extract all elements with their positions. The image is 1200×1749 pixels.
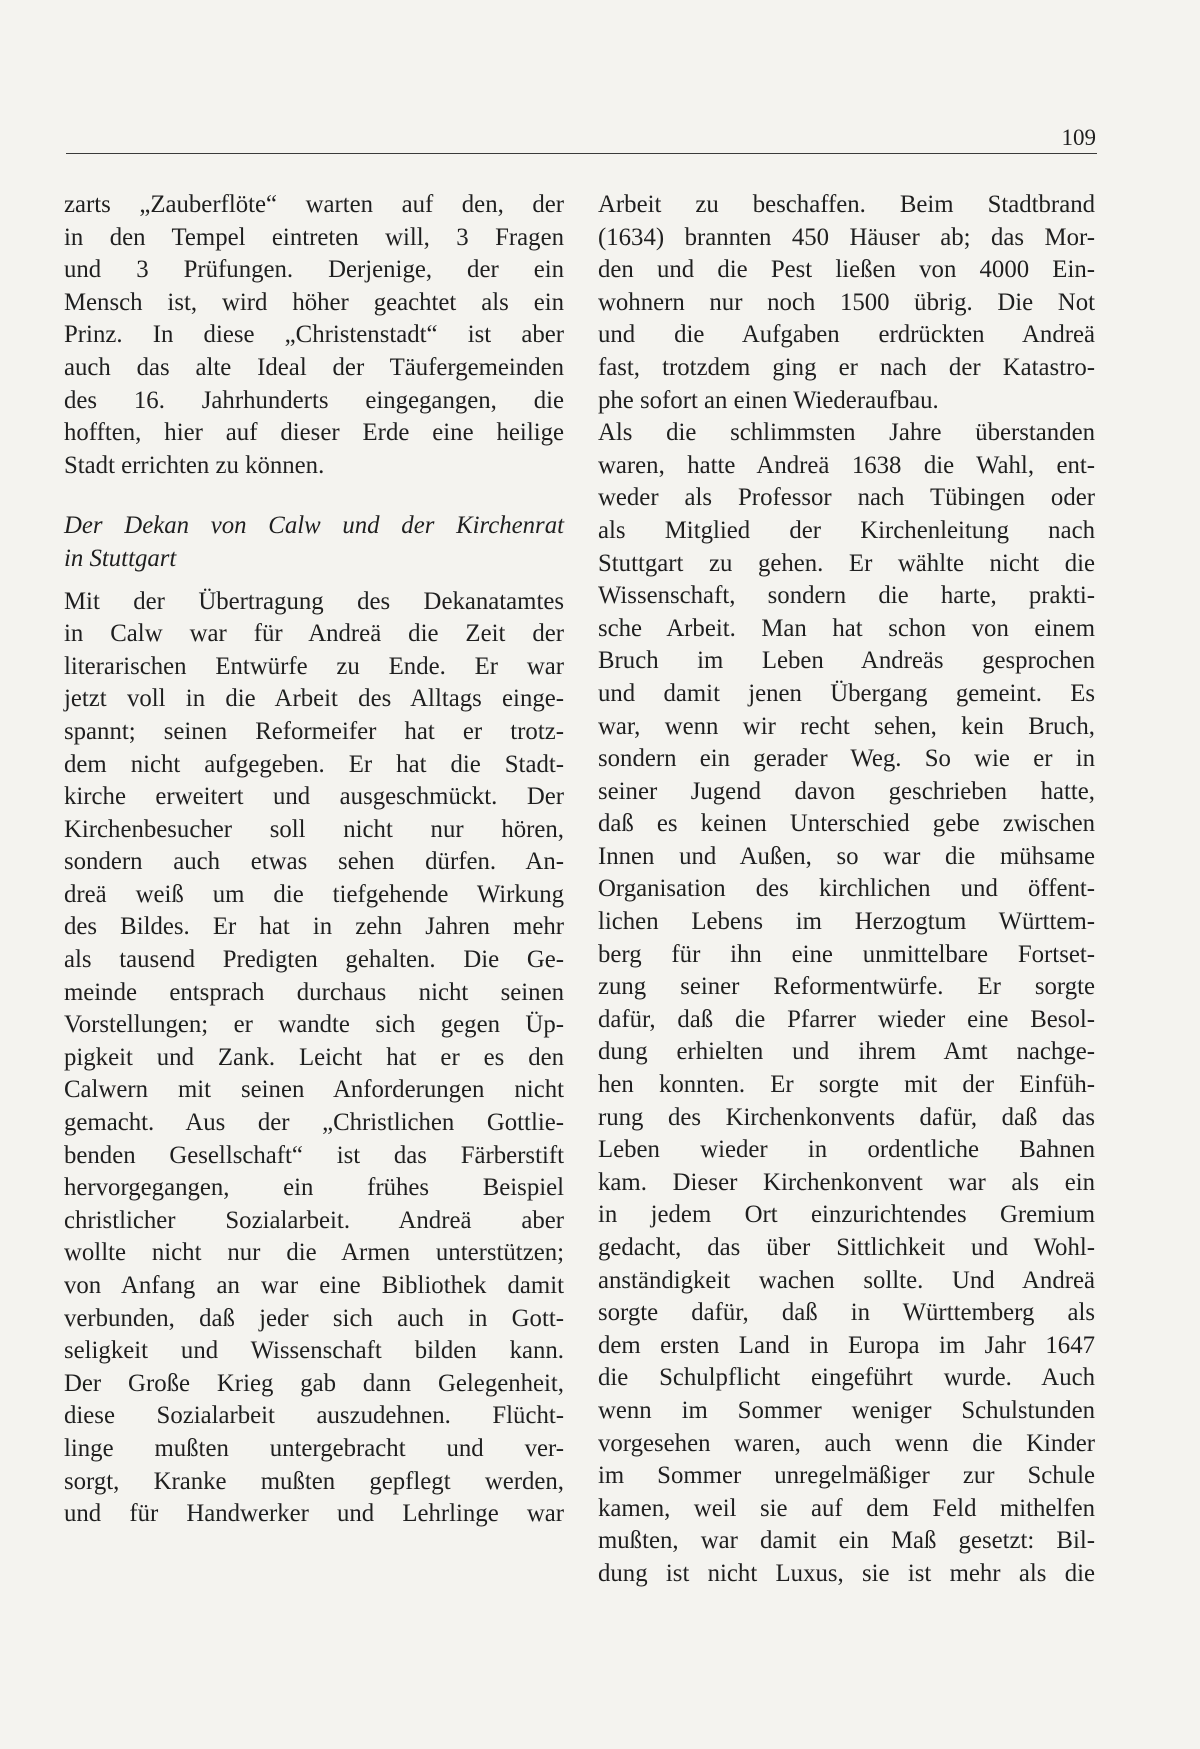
text-line: daß es keinen Unterschied gebe zwischen <box>598 810 1095 838</box>
text-line: hervorgegangen, ein frühes Beispiel <box>64 1174 564 1202</box>
text-line: sondern auch etwas sehen dürfen. An- <box>64 848 564 876</box>
text-line: Als die schlimmsten Jahre überstanden <box>598 419 1095 447</box>
text-line: auch das alte Ideal der Täufergemeinden <box>64 353 564 381</box>
text-line: den und die Pest ließen von 4000 Ein- <box>598 256 1095 284</box>
text-line: fast, trotzdem ging er nach der Katastro- <box>598 353 1095 381</box>
text-line: vorgesehen waren, auch wenn die Kinder <box>598 1429 1095 1457</box>
text-line: sche Arbeit. Man hat schon von einem <box>598 614 1095 642</box>
text-line: Vorstellungen; er wandte sich gegen Üp- <box>64 1011 564 1039</box>
text-line: seiner Jugend davon geschrieben hatte, <box>598 777 1095 805</box>
text-line: berg für ihn eine unmittelbare Fortset- <box>598 940 1095 968</box>
text-line: literarischen Entwürfe zu Ende. Er war <box>64 652 564 680</box>
text-line: sorgte dafür, daß in Württemberg als <box>598 1299 1095 1327</box>
heading-gap <box>64 576 564 586</box>
section-heading <box>64 510 564 575</box>
text-line: rung des Kirchenkonvents dafür, daß das <box>598 1103 1095 1131</box>
text-line: phe sofort an einen Wiederaufbau. <box>598 386 939 414</box>
text-line: Mit der Übertragung des Dekanatamtes <box>64 587 564 615</box>
paragraph-dekan <box>64 586 564 1531</box>
text-line: Stuttgart zu gehen. Er wählte nicht die <box>598 549 1095 577</box>
text-line: kamen, weil sie auf dem Feld mithelfen <box>598 1494 1095 1522</box>
text-line: gedacht, das über Sittlichkeit und Wohl- <box>598 1234 1095 1261</box>
text-line: in jedem Ort einzurichtendes Gremium <box>598 1201 1095 1229</box>
text-line: Organisation des kirchlichen und öffent- <box>598 875 1095 903</box>
text-line: Arbeit zu beschaffen. Beim Stadtbrand <box>598 191 1095 218</box>
text-line: kirche erweitert und ausgeschmückt. Der <box>64 783 564 811</box>
text-line: wohnern nur noch 1500 übrig. Die Not <box>598 288 1095 316</box>
text-line: hen konnten. Er sorgte mit der Einfüh- <box>598 1071 1095 1099</box>
page-number: 109 <box>1061 125 1096 150</box>
text-line: im Sommer unregelmäßiger zur Schule <box>598 1462 1095 1490</box>
text-line: meinde entsprach durchaus nicht seinen <box>64 978 564 1006</box>
text-line: Calwern mit seinen Anforderungen nicht <box>64 1076 564 1104</box>
text-line: pigkeit und Zank. Leicht hat er es den <box>64 1043 564 1071</box>
text-line: waren, hatte Andreä 1638 die Wahl, ent- <box>598 451 1095 479</box>
text-line: dreä weiß um die tiefgehende Wirkung <box>64 880 564 908</box>
left-column <box>64 189 564 1531</box>
text-line: dafür, daß die Pfarrer wieder eine Besol- <box>598 1005 1095 1033</box>
text-line: Der Dekan von Calw und der Kirchenrat <box>64 512 564 540</box>
text-line: und die Aufgaben erdrückten Andreä <box>598 321 1095 349</box>
text-line: war, wenn wir recht sehen, kein Bruch, <box>598 712 1095 740</box>
text-line: zarts „Zauberflöte“ warten auf den, der <box>64 191 564 218</box>
section-gap <box>64 482 564 510</box>
text-line: und 3 Prüfungen. Derjenige, der ein <box>64 256 564 284</box>
header-rule <box>66 153 1097 154</box>
text-line: weder als Professor nach Tübingen oder <box>598 484 1095 512</box>
text-line: Der Große Krieg gab dann Gelegenheit, <box>64 1369 564 1397</box>
text-line: christlicher Sozialarbeit. Andreä aber <box>64 1206 564 1234</box>
text-line: Leben wieder in ordentliche Bahnen <box>598 1136 1095 1164</box>
text-line: und für Handwerker und Lehrlinge war <box>64 1500 564 1528</box>
text-line: Kirchenbesucher soll nicht nur hören, <box>64 815 564 843</box>
text-line: in Calw war für Andreä die Zeit der <box>64 620 564 648</box>
text-line: als Mitglied der Kirchenleitung nach <box>598 516 1095 544</box>
text-line: in Stuttgart <box>64 544 177 572</box>
text-line: (1634) brannten 450 Häuser ab; das Mor- <box>598 223 1095 251</box>
text-line: spannt; seinen Reformeifer hat er trotz- <box>64 717 564 745</box>
text-line: dem ersten Land in Europa im Jahr 1647 <box>598 1331 1095 1359</box>
text-line: kam. Dieser Kirchenkonvent war als ein <box>598 1168 1095 1196</box>
text-line: diese Sozialarbeit auszudehnen. Flücht- <box>64 1402 564 1430</box>
text-line: anständigkeit wachen sollte. Und Andreä <box>598 1266 1095 1294</box>
text-line: Prinz. In diese „Christenstadt“ ist aber <box>64 321 564 349</box>
text-line: dung erhielten und ihrem Amt nachge- <box>598 1038 1095 1066</box>
text-line: Mensch ist, wird höher geachtet als ein <box>64 288 564 316</box>
text-line: zung seiner Reformentwürfe. Er sorgte <box>598 973 1095 1001</box>
text-line: dung ist nicht Luxus, sie ist mehr als die <box>598 1559 1095 1587</box>
text-line: mußten, war damit ein Maß gesetzt: Bil- <box>598 1527 1095 1555</box>
text-line: sondern ein gerader Weg. So wie er in <box>598 745 1095 773</box>
text-line: dem nicht aufgegeben. Er hat die Stadt- <box>64 750 564 778</box>
text-line: Wissenschaft, sondern die harte, prakti- <box>598 582 1095 610</box>
text-line: jetzt voll in die Arbeit des Alltags einge- <box>64 685 564 713</box>
paragraph-intro <box>64 189 564 482</box>
text-line: Bruch im Leben Andreäs gesprochen <box>598 647 1095 675</box>
paragraph-stadtbrand <box>598 189 1095 417</box>
paragraph-kirchenleitung <box>598 417 1095 1590</box>
text-line: lichen Lebens im Herzogtum Württem- <box>598 908 1095 936</box>
text-line: Innen und Außen, so war die mühsame <box>598 842 1095 870</box>
text-line: wenn im Sommer weniger Schulstunden <box>598 1396 1095 1424</box>
text-line: des 16. Jahrhunderts eingegangen, die <box>64 386 564 414</box>
text-line: und damit jenen Übergang gemeint. Es <box>598 679 1095 707</box>
text-line: verbunden, daß jeder sich auch in Gott- <box>64 1304 564 1332</box>
text-line: als tausend Predigten gehalten. Die Ge- <box>64 946 564 974</box>
text-line: des Bildes. Er hat in zehn Jahren mehr <box>64 913 564 941</box>
text-line: hofften, hier auf dieser Erde eine heilige <box>64 419 564 447</box>
text-line: linge mußten untergebracht und ver- <box>64 1434 564 1462</box>
text-line: sorgt, Kranke mußten gepflegt werden, <box>64 1467 564 1495</box>
text-line: gemacht. Aus der „Christlichen Gottlie- <box>64 1109 564 1137</box>
text-line: Stadt errichten zu können. <box>64 451 325 479</box>
text-line: die Schulpflicht eingeführt wurde. Auch <box>598 1364 1095 1392</box>
text-line: von Anfang an war eine Bibliothek damit <box>64 1272 564 1299</box>
text-line: wollte nicht nur die Armen unterstützen; <box>64 1239 564 1267</box>
text-line: seligkeit und Wissenschaft bilden kann. <box>64 1337 564 1365</box>
right-column <box>598 189 1095 1591</box>
text-line: benden Gesellschaft“ ist das Färberstift <box>64 1141 564 1169</box>
text-line: in den Tempel eintreten will, 3 Fragen <box>64 223 564 251</box>
